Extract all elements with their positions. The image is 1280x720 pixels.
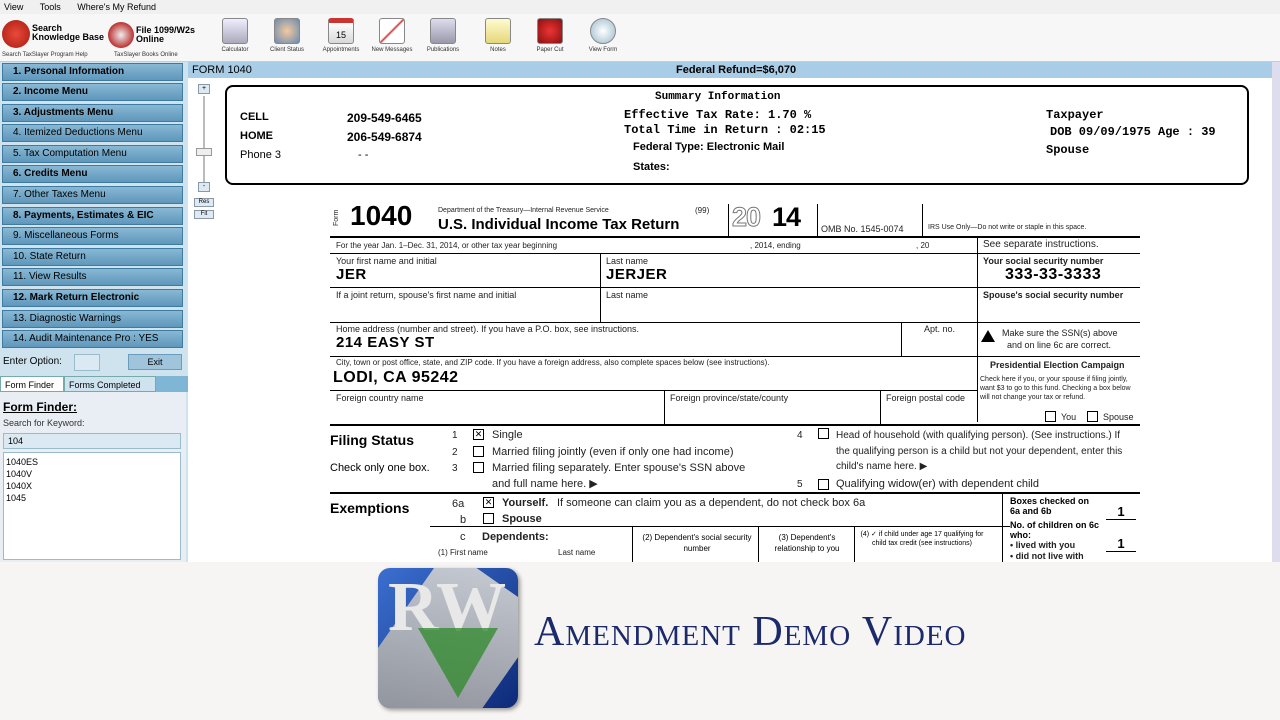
last-name-label: Last name bbox=[606, 256, 649, 266]
publications-button[interactable] bbox=[420, 18, 466, 53]
zoom-in-button[interactable]: + bbox=[198, 84, 210, 94]
tax-period: For the year Jan. 1–Dec. 31, 2014, or other tax year beginning bbox=[336, 241, 558, 250]
pec-spouse-checkbox[interactable] bbox=[1087, 411, 1098, 422]
ssn-field[interactable]: 333-33-3333 bbox=[1005, 266, 1102, 283]
vertical-scrollbar[interactable] bbox=[1272, 62, 1280, 562]
divider bbox=[632, 526, 633, 562]
pec-spouse-label: Spouse bbox=[1103, 412, 1134, 422]
city-label: City, town or post office, state, and ZIP code. If you have a foreign address, also complete spaces below (see instructions). bbox=[336, 358, 770, 367]
sidebar-item-mark-electronic[interactable]: 12. Mark Return Electronic bbox=[2, 289, 183, 307]
rule bbox=[330, 356, 1140, 357]
toolbar bbox=[0, 14, 1280, 62]
dep-credit-header: (4) ✓ if child under age 17 qualifying for child tax credit (see instructions) bbox=[860, 531, 984, 547]
apt-label: Apt. no. bbox=[924, 324, 956, 334]
pec-you-label: You bbox=[1061, 412, 1077, 422]
results-list bbox=[3, 452, 181, 560]
file-label-2: Online bbox=[136, 34, 165, 44]
sidebar-item-tax-computation[interactable]: 5. Tax Computation Menu bbox=[2, 145, 183, 163]
first-name-label: Your first name and initial bbox=[336, 256, 437, 266]
menu-tools[interactable]: Tools bbox=[39, 2, 61, 12]
rule bbox=[430, 526, 1010, 527]
fs-single-label: Single bbox=[492, 429, 523, 441]
dep-last-name: Last name bbox=[558, 548, 596, 557]
boxes-checked-label: Boxes checked on 6a and 6b bbox=[1010, 496, 1090, 516]
rule bbox=[330, 492, 1140, 494]
magnifier-icon bbox=[590, 18, 616, 44]
lived-label: • lived with you bbox=[1010, 540, 1076, 550]
view-form-label: View Form bbox=[588, 47, 618, 53]
mfj-checkbox[interactable] bbox=[473, 446, 484, 457]
foreign-postal-label: Foreign postal code bbox=[886, 393, 966, 403]
client-icon bbox=[274, 18, 300, 44]
year-suffix: 14 bbox=[772, 202, 801, 232]
divider bbox=[817, 204, 818, 236]
summary-panel bbox=[225, 85, 1249, 185]
year-prefix: 20 bbox=[732, 202, 761, 232]
file-icon bbox=[108, 22, 134, 48]
paper-cut-icon bbox=[537, 18, 563, 44]
spouse-label: Spouse bbox=[1046, 143, 1090, 157]
video-banner bbox=[0, 562, 1280, 720]
see-instructions: See separate instructions. bbox=[983, 239, 1099, 250]
first-name-field[interactable]: JER bbox=[336, 266, 367, 283]
right-column-divider bbox=[977, 236, 978, 422]
calculator-icon bbox=[222, 18, 248, 44]
divider bbox=[922, 204, 923, 236]
file-label-1: File 1099/W2s bbox=[136, 25, 196, 35]
dependents-label: Dependents: bbox=[482, 531, 549, 543]
fs-mfs-label-2: and full name here. ▶ bbox=[492, 478, 598, 490]
divider bbox=[880, 390, 881, 424]
divider bbox=[758, 526, 759, 562]
help-sub: Search TaxSlayer Program Help bbox=[2, 52, 88, 58]
fs-num-5: 5 bbox=[797, 479, 803, 490]
phone3-value: - - bbox=[358, 149, 369, 161]
form-title-text: U.S. Individual Income Tax Return bbox=[438, 216, 680, 233]
sidebar-item-payments[interactable]: 8. Payments, Estimates & EIC bbox=[2, 207, 183, 225]
calendar-icon: 15 bbox=[328, 18, 354, 44]
home-value: 206-549-6874 bbox=[347, 130, 422, 144]
calculator-label: Calculator bbox=[221, 47, 249, 53]
dep-ssn-header: (2) Dependent's social security number bbox=[642, 533, 752, 553]
notes-label: Notes bbox=[490, 47, 506, 53]
form-1040 bbox=[330, 200, 1140, 562]
fs-num-1: 1 bbox=[452, 430, 458, 441]
logo-check-icon bbox=[418, 628, 498, 698]
lived-value[interactable]: 1 bbox=[1106, 536, 1136, 552]
ssn-label: Your social security number bbox=[983, 256, 1104, 266]
not-lived-label: • did not live with bbox=[1010, 551, 1084, 561]
address-field[interactable]: 214 EASY ST bbox=[336, 334, 435, 351]
home-label: HOME bbox=[240, 130, 273, 142]
federal-type: Federal Type: Electronic Mail bbox=[633, 141, 785, 153]
enter-option-label: Enter Option: bbox=[3, 356, 62, 367]
sidebar-item-adjustments[interactable]: 3. Adjustments Menu bbox=[2, 104, 183, 122]
foreign-country-label: Foreign country name bbox=[336, 393, 424, 403]
fs-hoh-label-2: the qualifying person is a child but not your dependent, enter this bbox=[836, 446, 1123, 457]
divider bbox=[1002, 492, 1003, 562]
enter-option-row bbox=[0, 352, 188, 374]
sidebar-item-diagnostic[interactable]: 13. Diagnostic Warnings bbox=[2, 310, 183, 328]
form-title: FORM 1040 bbox=[192, 64, 252, 76]
sidebar-item-view-results[interactable]: 11. View Results bbox=[2, 268, 183, 286]
spouse-ex-label: Spouse bbox=[502, 513, 542, 525]
hoh-checkbox[interactable] bbox=[818, 428, 829, 439]
fs-num-3: 3 bbox=[452, 463, 458, 474]
messages-label: New Messages bbox=[371, 47, 413, 53]
client-label: Client Status bbox=[269, 47, 305, 53]
fit-button[interactable]: Fit bbox=[194, 210, 214, 219]
notes-button[interactable] bbox=[478, 18, 518, 53]
ex-6a: 6a bbox=[452, 498, 465, 510]
joint-first-label: If a joint return, spouse's first name and initial bbox=[336, 290, 517, 300]
fs-hoh-label: Head of household (with qualifying person). (See instructions.) If bbox=[836, 430, 1121, 441]
divider bbox=[728, 204, 729, 236]
city-field[interactable]: LODI, CA 95242 bbox=[333, 369, 459, 386]
sidebar-item-income[interactable]: 2. Income Menu bbox=[2, 83, 183, 101]
finder-tabs bbox=[0, 376, 188, 392]
pec-title: Presidential Election Campaign bbox=[990, 360, 1125, 370]
form-number: 1040 bbox=[350, 200, 413, 231]
exemptions-title: Exemptions bbox=[330, 500, 410, 516]
appointments-button[interactable] bbox=[316, 18, 366, 53]
sidebar bbox=[0, 62, 188, 562]
taxpayer-dob: DOB 09/09/1975 Age : 39 bbox=[1050, 125, 1216, 139]
yourself-note: If someone can claim you as a dependent, do not check box 6a bbox=[557, 497, 866, 509]
list-item[interactable]: 1040ES bbox=[6, 457, 39, 467]
cell-label: CELL bbox=[240, 111, 269, 123]
rule bbox=[330, 236, 1140, 238]
mfs-checkbox[interactable] bbox=[473, 462, 484, 473]
foreign-province-label: Foreign province/state/county bbox=[670, 393, 789, 403]
ex-6b: b bbox=[460, 514, 467, 526]
address-label: Home address (number and street). If you have a P.O. box, see instructions. bbox=[336, 324, 639, 334]
list-item[interactable]: 1040X bbox=[6, 481, 33, 491]
phone3-label: Phone 3 bbox=[240, 149, 281, 161]
file-sub: TaxSlayer Books Online bbox=[114, 52, 178, 58]
finder-title: Form Finder: bbox=[3, 400, 77, 414]
fs-num-2: 2 bbox=[452, 447, 458, 458]
federal-refund: Federal Refund=$6,070 bbox=[676, 64, 797, 76]
calculator-button[interactable] bbox=[215, 18, 255, 53]
new-messages-button[interactable] bbox=[366, 18, 418, 53]
summary-title: Summary Information bbox=[655, 91, 781, 103]
warning-triangle-icon bbox=[981, 330, 995, 342]
rule bbox=[330, 253, 1140, 254]
rule bbox=[330, 424, 1140, 426]
fs-num-4: 4 bbox=[797, 430, 803, 441]
form-code: (99) bbox=[695, 206, 710, 215]
ssn-note-2: and on line 6c are correct. bbox=[1007, 340, 1112, 350]
search-label: Search for Keyword: bbox=[3, 418, 85, 428]
sidebar-item-audit[interactable]: 14. Audit Maintenance Pro : YES bbox=[2, 330, 183, 348]
tax-period-ending: , 2014, ending bbox=[750, 241, 801, 250]
fs-hoh-label-3: child's name here. ▶ bbox=[836, 461, 928, 472]
logo-letters: RW bbox=[388, 569, 507, 646]
menu-wheres-my-refund[interactable]: Where's My Refund bbox=[77, 2, 156, 12]
publications-label: Publications bbox=[426, 47, 460, 53]
total-time: Total Time in Return : 02:15 bbox=[624, 123, 826, 137]
list-item[interactable]: 1045 bbox=[6, 493, 27, 503]
zoom-track bbox=[203, 96, 205, 182]
menu-view[interactable]: View bbox=[4, 2, 24, 12]
rw-logo bbox=[378, 568, 518, 708]
help-label-2: Knowledge Base bbox=[32, 32, 105, 42]
qw-checkbox[interactable] bbox=[818, 479, 829, 490]
pec-text: Check here if you, or your spouse if filing jointly, want $3 to go to this fund. Checking a box below will not change your tax or refund. bbox=[980, 376, 1131, 401]
help-button[interactable] bbox=[2, 18, 106, 58]
divider bbox=[901, 322, 902, 356]
publications-icon bbox=[430, 18, 456, 44]
omb-number: OMB No. 1545-0074 bbox=[821, 224, 904, 234]
last-name-field[interactable]: JERJER bbox=[606, 266, 668, 283]
dep-relationship-header: (3) Dependent's relationship to you bbox=[774, 533, 840, 553]
zoom-out-button[interactable]: - bbox=[198, 182, 210, 192]
paper-cut-label: Paper Cut bbox=[536, 47, 564, 53]
filing-status-title: Filing Status bbox=[330, 432, 414, 448]
list-item[interactable]: 1040V bbox=[6, 469, 33, 479]
res-button[interactable]: Res bbox=[194, 198, 214, 207]
envelope-icon bbox=[379, 18, 405, 44]
form-header-bar bbox=[188, 62, 1280, 78]
cell-value: 209-549-6465 bbox=[347, 111, 422, 125]
rule bbox=[330, 322, 1140, 323]
tab-form-finder[interactable]: Form Finder bbox=[0, 376, 64, 392]
form-finder-panel bbox=[0, 392, 186, 562]
ssn-note-1: Make sure the SSN(s) above bbox=[1002, 328, 1118, 338]
view-form-button[interactable] bbox=[582, 18, 624, 53]
form-word: Form bbox=[333, 209, 340, 226]
effective-tax-rate: Effective Tax Rate: 1.70 % bbox=[624, 108, 812, 122]
sidebar-item-misc-forms[interactable]: 9. Miscellaneous Forms bbox=[2, 227, 183, 245]
yourself-label: Yourself. bbox=[502, 497, 549, 509]
file-online-button[interactable] bbox=[108, 18, 204, 58]
form-dept: Department of the Treasury—Internal Revenue Service bbox=[438, 207, 609, 214]
divider bbox=[664, 390, 665, 424]
taxpayer-label: Taxpayer bbox=[1046, 108, 1104, 122]
boxes-checked-value[interactable]: 1 bbox=[1106, 504, 1136, 520]
states-label: States: bbox=[633, 161, 670, 173]
spouse-ex-checkbox[interactable] bbox=[483, 513, 494, 524]
client-status-button[interactable] bbox=[264, 18, 310, 53]
tab-forms-completed[interactable]: Forms Completed bbox=[64, 376, 156, 392]
divider bbox=[600, 253, 601, 323]
search-input[interactable]: 104 bbox=[3, 433, 181, 449]
rule bbox=[330, 287, 1140, 288]
fs-qw-label: Qualifying widow(er) with dependent child bbox=[836, 478, 1039, 490]
banner-title: Amendment Demo Video bbox=[534, 609, 967, 655]
irs-use-only: IRS Use Only—Do not write or staple in this space. bbox=[928, 224, 1087, 231]
pec-you-checkbox[interactable] bbox=[1045, 411, 1056, 422]
divider bbox=[854, 526, 855, 562]
notes-icon bbox=[485, 18, 511, 44]
menu-bar bbox=[0, 0, 1280, 14]
exit-button[interactable]: Exit bbox=[128, 354, 182, 370]
spouse-ssn-label: Spouse's social security number bbox=[983, 290, 1124, 300]
enter-option-input[interactable] bbox=[74, 354, 100, 371]
appointments-label: Appointments bbox=[322, 47, 360, 53]
filing-check-note: Check only one box. bbox=[330, 462, 430, 474]
ex-6c: c bbox=[460, 531, 466, 543]
sidebar-item-itemized[interactable]: 4. Itemized Deductions Menu bbox=[2, 124, 183, 142]
zoom-thumb[interactable] bbox=[196, 148, 212, 156]
sidebar-item-other-taxes[interactable]: 7. Other Taxes Menu bbox=[2, 186, 183, 204]
tax-period-year: , 20 bbox=[916, 241, 930, 250]
paper-cut-button[interactable] bbox=[528, 18, 572, 53]
single-checkbox[interactable]: ✕ bbox=[474, 429, 483, 439]
spouse-last-label: Last name bbox=[606, 290, 649, 300]
yourself-checkbox[interactable]: ✕ bbox=[484, 497, 493, 507]
sidebar-item-personal-info[interactable]: 1. Personal Information bbox=[2, 63, 183, 81]
sidebar-item-credits[interactable]: 6. Credits Menu bbox=[2, 165, 183, 183]
fs-mfj-label: Married filing jointly (even if only one had income) bbox=[492, 446, 734, 458]
help-label-1: Search bbox=[32, 23, 63, 33]
fs-mfs-label: Married filing separately. Enter spouse's SSN above bbox=[492, 462, 746, 474]
dep-first-name: (1) First name bbox=[438, 548, 488, 557]
help-icon bbox=[2, 20, 30, 48]
zoom-slider bbox=[194, 82, 214, 222]
sidebar-item-state-return[interactable]: 10. State Return bbox=[2, 248, 183, 266]
children-label: No. of children on 6c who: bbox=[1010, 520, 1100, 540]
